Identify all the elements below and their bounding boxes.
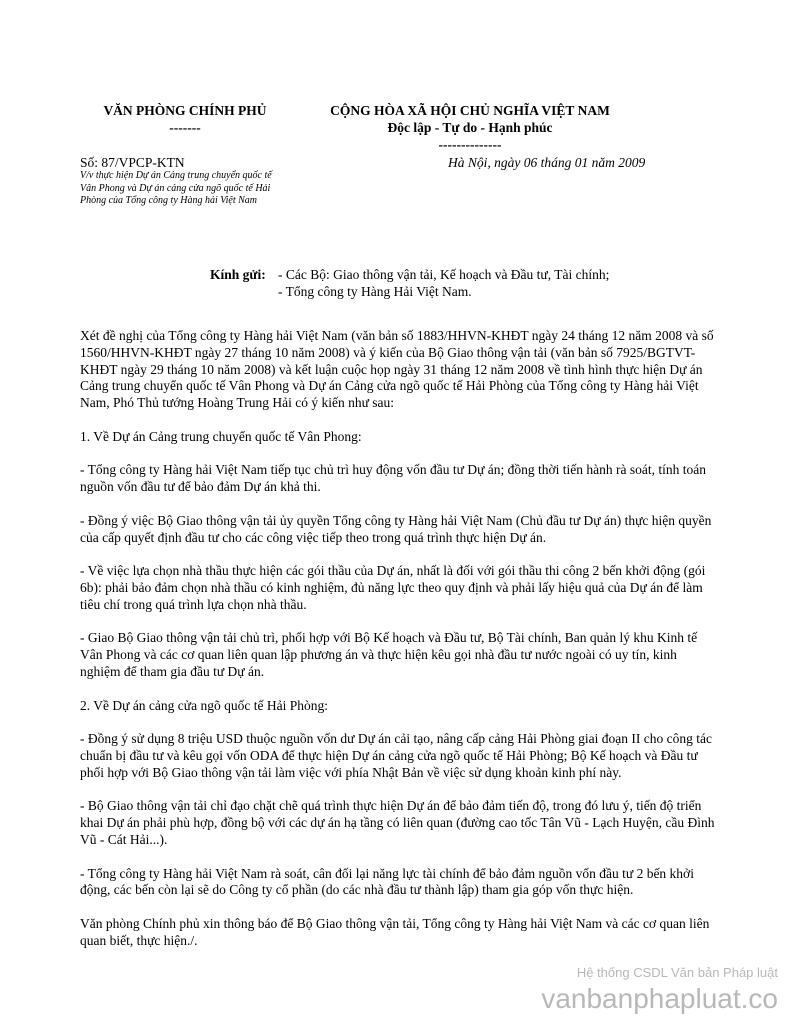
recipient-item: - Tổng công ty Hàng Hải Việt Nam. <box>278 284 472 299</box>
recipients-list <box>278 266 718 300</box>
intro-paragraph: Xét đề nghị của Tổng công ty Hàng hải Việt Nam (văn bản số 1883/HHVN-KHĐT ngày 24 tháng 12 năm 2008 và số 1560/HHVN-KHĐT ngày 27 tháng 10 năm 2008) và ý kiến của Bộ Giao thông vận tải (văn bản số 7925/BGTVT-KHĐT ngày 29 tháng 10 năm 2008) và kết luận cuộc họp ngày 31 tháng 12 năm 2008 về tình hình thực hiện Dự án Cảng trung chuyển quốc tế Vân Phong và Dự án Cảng cửa ngõ quốc tế Hải Phòng của Tổng công ty Hàng hải Việt Nam, Phó Thủ tướng Hoàng Trung Hải có ý kiến như sau: <box>80 328 714 411</box>
national-header <box>300 102 640 153</box>
issuer-rule: ------- <box>169 120 201 135</box>
body-paragraph: - Về việc lựa chọn nhà thầu thực hiện các gói thầu của Dự án, nhất là đối với gói thầu thi công 2 bến khởi động (gói 6b): phải bảo đảm chọn nhà thầu có kinh nghiệm, đủ năng lực theo quy định và phải lấy hiệu quả của Dự án để làm tiêu chí trong quá trình lựa chọn nhà thầu. <box>80 563 706 612</box>
watermark-domain: vanbanphapluat.co <box>541 983 778 1014</box>
recipients-label: Kính gửi: <box>210 267 266 282</box>
body-paragraph: - Bộ Giao thông vận tải chỉ đạo chặt chẽ quá trình thực hiện Dự án để bảo đảm tiến độ, trong đó lưu ý, tiến độ triển khai Dự án phải phù hợp, đồng bộ với các dự án hạ tầng có liên quan (đường cao tốc Tân Vũ - Lạch Huyện, cầu Đình Vũ - Cát Hải...). <box>80 798 715 847</box>
body-paragraph: - Tổng công ty Hàng hải Việt Nam rà soát, cân đối lại năng lực tài chính để bảo đảm nguồn vốn đầu tư 2 bến khởi động, các bến còn lại sẽ do Công ty cổ phần (do các nhà đầu tư thành lập) tham gia góp vốn thực hiện. <box>80 865 694 898</box>
document-subject: V/v thực hiện Dự án Cảng trung chuyển quốc tế Vân Phong và Dự án cảng cửa ngõ quốc tế Hải Phòng của Tổng công ty Hàng hải Việt Nam <box>80 170 272 206</box>
closing-paragraph: Văn phòng Chính phủ xin thông báo để Bộ Giao thông vận tải, Tổng công ty Hàng hải Việt Nam và các cơ quan liên quan biết, thực hiện./. <box>80 915 710 948</box>
document-date: Hà Nội, ngày 06 tháng 01 năm 2009 <box>448 155 646 170</box>
body-paragraph: - Đồng ý sử dụng 8 triệu USD thuộc nguồn vốn dư Dự án cải tạo, nâng cấp cảng Hải Phòng giai đoạn II cho công tác chuẩn bị đầu tư và kêu gọi vốn ODA để thực hiện Dự án cảng cửa ngõ quốc tế Hải Phòng; Bộ Kế hoạch và Đầu tư phối hợp với Bộ Giao thông vận tải làm việc với phía Nhật Bản về việc sử dụng khoản kinh phí này. <box>80 731 712 780</box>
issuer-block <box>100 102 270 136</box>
section-heading: 1. Về Dự án Cảng trung chuyển quốc tế Vân Phong: <box>80 428 362 444</box>
document-body <box>80 328 720 966</box>
country-name: CỘNG HÒA XÃ HỘI CHỦ NGHĨA VIỆT NAM <box>330 103 610 118</box>
issuer-name: VĂN PHÒNG CHÍNH PHỦ <box>103 103 267 118</box>
motto-rule: -------------- <box>438 137 502 152</box>
section-heading: 2. Về Dự án cảng cửa ngõ quốc tế Hải Phòng: <box>80 697 328 713</box>
body-paragraph: - Giao Bộ Giao thông vận tải chủ trì, phối hợp với Bộ Kế hoạch và Đầu tư, Bộ Tài chính, Ban quản lý khu Kinh tế Vân Phong và các cơ quan liên quan lập phương án và thực hiện kêu gọi nhà đầu tư nước ngoài có uy tín, kinh nghiệm để tham gia đầu tư Dự án. <box>80 630 698 679</box>
body-paragraph: - Tổng công ty Hàng hải Việt Nam tiếp tục chủ trì huy động vốn đầu tư Dự án; đồng thời tiến hành rà soát, tính toán nguồn vốn đầu tư để bảo đảm Dự án khả thi. <box>80 462 706 495</box>
national-motto: Độc lập - Tự do - Hạnh phúc <box>387 120 553 135</box>
document-number: Số: 87/VPCP-KTN <box>80 155 185 170</box>
watermark <box>541 964 778 1016</box>
body-paragraph: - Đồng ý việc Bộ Giao thông vận tải ủy quyền Tổng công ty Hàng hải Việt Nam (Chủ đầu tư Dự án) thực hiện quyền của cấp quyết định đầu tư cho các công việc tiếp theo trong quá trình thực hiện Dự án. <box>80 512 712 545</box>
watermark-caption: Hệ thống CSDL Văn bản Pháp luật <box>576 965 778 980</box>
recipient-item: - Các Bộ: Giao thông vận tải, Kế hoạch và Đầu tư, Tài chính; <box>278 267 610 282</box>
